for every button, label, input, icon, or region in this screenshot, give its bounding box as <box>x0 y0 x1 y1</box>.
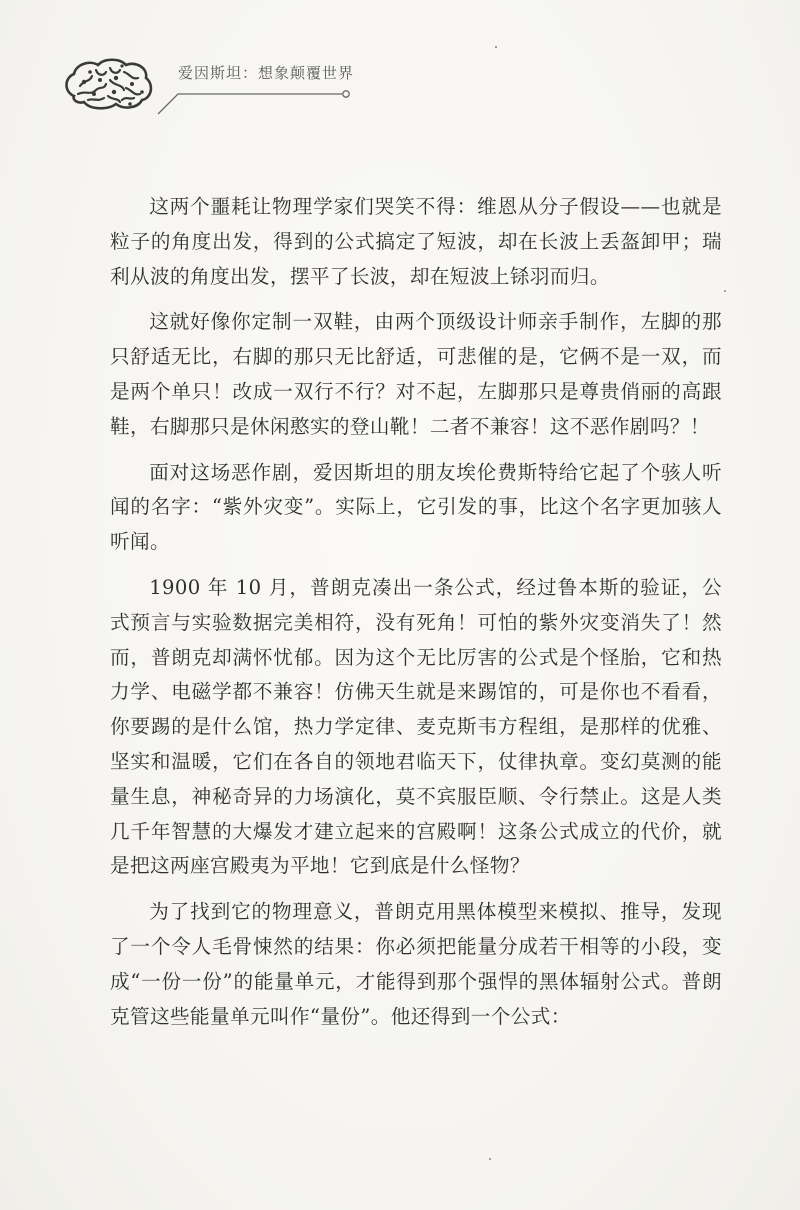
header-rule <box>156 78 356 118</box>
paragraph: 这两个噩耗让物理学家们哭笑不得：维恩从分子假设——也就是粒子的角度出发，得到的公式搞定了短波，却在长波上丢盔卸甲；瑞利从波的角度出发，摆平了长波，却在短波上铩羽而归。 <box>110 195 722 288</box>
running-header <box>60 48 380 118</box>
scan-speck <box>495 46 497 48</box>
brain-icon <box>60 56 160 112</box>
paragraph: 面对这场恶作剧，爱因斯坦的朋友埃伦费斯特给它起了个骇人听闻的名字：“紫外灾变”。实际上，它引发的事，比这个名字更加骇人听闻。 <box>110 460 722 554</box>
scan-speck <box>724 290 726 292</box>
paragraph: 1900 年 10 月，普朗克凑出一条公式，经过鲁本斯的验证，公式预言与实验数据完美相符，没有死角！可怕的紫外灾变消失了！然而，普朗克却满怀忧郁。因为这个无比厉害的公式是个怪胎，它和热力学、电磁学都不兼容！仿佛天生就是来踢馆的，可是你也不看看，你要踢的是什么馆，热力学定律、麦克斯韦方程组，是那样的优雅、坚实和温暖，它们在各自的领地君临天下，仗律执章。变幻莫测的能量生息，神秘奇异的力场演化，莫不宾服臣顺、令行禁止。这是人类几千年智慧的大爆发才建立起来的宫殿啊！这条公式成立的代价，就是把这两座宫殿夷为平地！它到底是什么怪物？ <box>110 575 722 878</box>
paragraph: 为了找到它的物理意义，普朗克用黑体模型来模拟、推导，发现了一个令人毛骨悚然的结果：你必须把能量分成若干相等的小段，变成“一份一份”的能量单元，才能得到那个强悍的黑体辐射公式。普朗克管这些能量单元叫作“量份”。他还得到一个公式： <box>110 900 722 1028</box>
header-title: 爱因斯坦：想象颠覆世界 <box>178 64 355 82</box>
scan-speck <box>489 1158 491 1160</box>
body-text <box>110 190 722 1045</box>
paragraph: 这就好像你定制一双鞋，由两个顶级设计师亲手制作，左脚的那只舒适无比，右脚的那只无比舒适，可悲催的是，它俩不是一双，而是两个单只！改成一双行不行？对不起，左脚那只是尊贵俏丽的高跟鞋，右脚那只是休闲憨实的登山靴！二者不兼容！这不恶作剧吗？！ <box>110 310 722 438</box>
